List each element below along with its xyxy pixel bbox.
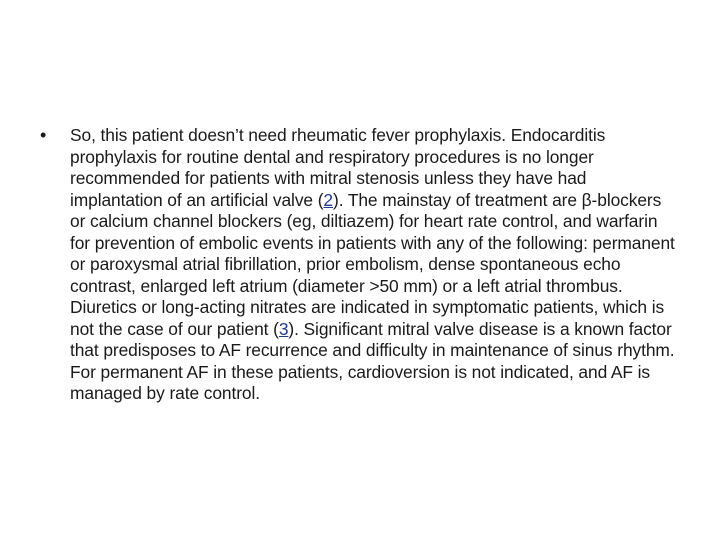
bullet-item xyxy=(40,125,680,405)
paragraph-text-part2: ). The mainstay of treatment are β-blockers or calcium channel blockers (eg, diltiazem) for heart rate control, and warfarin for prevention of embolic events in patients with any of the following: permanent or paroxysmal atrial fibrillation, prior embolism, dense spontaneous echo contrast, enlarged left atrium (diameter >50 mm) or a left atrial thrombus. Diuretics or long-acting nitrates are indicated in symptomatic patients, which is not the case of our patient ( xyxy=(70,189,675,339)
bullet-paragraph xyxy=(70,125,680,405)
reference-link-3[interactable]: 3 xyxy=(278,318,289,339)
slide-body xyxy=(40,125,680,405)
reference-link-2[interactable]: 2 xyxy=(323,189,333,210)
bullet-marker: • xyxy=(40,125,47,145)
paragraph-text-part1: So, this patient doesn’t need rheumatic fever prophylaxis. Endocarditis prophylaxis for routine dental and respiratory procedures is no longer recommended for patients with mitral stenosis unless they have had implantation of an artificial valve ( xyxy=(70,125,606,210)
paragraph-text-part3: ). Significant mitral valve disease is a known factor that predisposes to AF recurrence and difficulty in maintenance of sinus rhythm. For permanent AF in these patients, cardioversion is not indicated, and AF is managed by rate control. xyxy=(70,318,675,403)
